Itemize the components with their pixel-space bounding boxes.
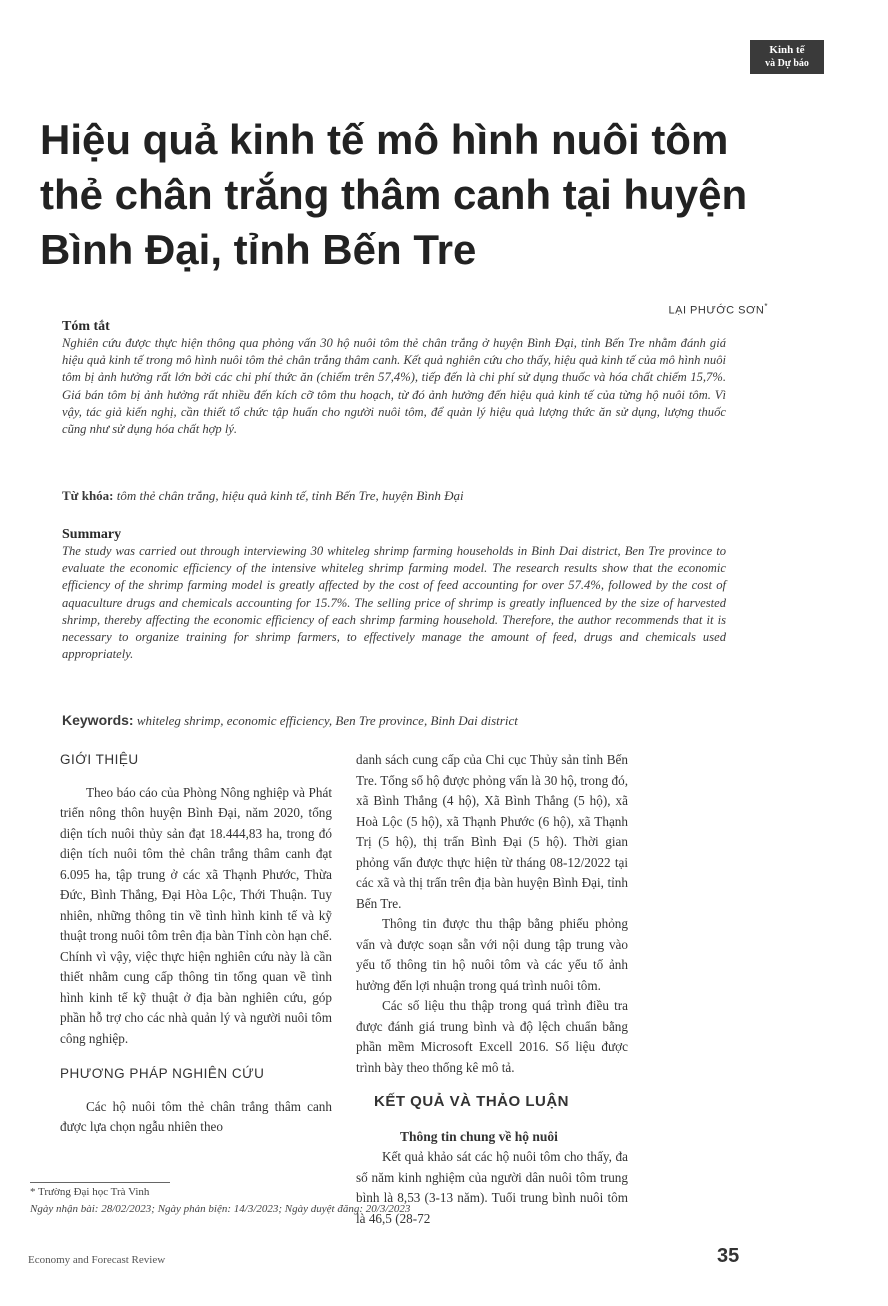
author-footnote-mark: * [764,302,768,311]
keywords-vi-text: tôm thẻ chân trắng, hiệu quả kinh tế, tỉnh Bến Tre, huyện Bình Đại [116,488,464,503]
abstract-en-text: The study was carried out through interviewing 30 whiteleg shrimp farming households in Binh Dai district, Ben Tre province to evaluate the economic efficiency of the intensive whiteleg shrimp farming model. The research results show that the economic efficiency of the shrimp farming model is greatly affected by the cost of feed accounting for over 57.4%, followed by the cost of aquaculture drugs and chemicals accounting for 15.7%. The selling price of shrimp is greatly influenced by the size of harvested shrimp, thereby affecting the economic efficiency of each shrimp farming household. Therefore, the author recommends that it is necessary to organize training for shrimp farmers, to effectively manage the amount of feed, drugs and chemicals used appropriately. [62,544,726,662]
footnote-affiliation: * Trường Đại học Trà Vinh [30,1186,150,1198]
results-paragraph: Kết quả khảo sát các hộ nuôi tôm cho thấy, đa số năm kinh nghiệm của người dân nuôi tôm trung bình là 8,53 (3-13 năm). Tuổi trung bình nuôi tôm là 46,5 (28-72 [356,1149,628,1226]
journal-name: Economy and Forecast Review [28,1254,166,1266]
abstract-vi-heading: Tóm tắt [62,319,110,334]
article-title: Hiệu quả kinh tế mô hình nuôi tôm thẻ chân trắng thâm canh tại huyện Bình Đại, tỉnh Bến Tre [40,116,748,273]
keywords-vi-label: Từ khóa: [62,488,114,503]
body-column-left [60,750,332,1138]
abstract-vietnamese [62,318,726,438]
section-heading-introduction: GIỚI THIỆU [60,752,139,767]
methods-paragraph: Các hộ nuôi tôm thẻ chân trắng thâm canh được lựa chọn ngẫu nhiên theo [60,1098,332,1134]
journal-section-badge [750,40,824,74]
body-column-right [356,750,628,1229]
footnote-dates: Ngày nhận bài: 28/02/2023; Ngày phản biện: 14/3/2023; Ngày duyệt đăng: 20/3/2023 [30,1203,411,1215]
author-line [668,302,768,317]
section-heading-methods: PHƯƠNG PHÁP NGHIÊN CỨU [60,1066,265,1081]
badge-line-2: và Dự báo [765,58,809,69]
methods-continued-paragraph: danh sách cung cấp của Chi cục Thủy sản tỉnh Bến Tre. Tổng số hộ được phỏng vấn là 30 hộ, trong đó, xã Bình Thắng (4 hộ), Xã Bình Thắng (5 hộ), xã Hoà Lộc (5 hộ), xã Thạnh Phước (6 hộ), xã Thạnh Trị (5 hộ), thị trấn Bình Đại (5 hộ). Thời gian phỏng vấn được thực hiện từ tháng 08-12/2022 tại các xã và thị trấn trên địa bàn huyện Bình Đại, tỉnh Bến Tre. [356,752,628,911]
data-analysis-paragraph: Các số liệu thu thập trong quá trình điều tra được đánh giá trung bình và độ lệch chuẩn bằng phần mềm Microsoft Excell 2016. Số liệu được trình bày theo thống kê mô tả. [356,998,628,1075]
page-number: 35 [717,1245,740,1267]
subsection-heading-household-info: Thông tin chung về hộ nuôi [400,1128,558,1144]
keywords-vietnamese [62,487,726,504]
introduction-paragraph: Theo báo cáo của Phòng Nông nghiệp và Phát triển nông thôn huyện Bình Đại, năm 2020, tổng diện tích nuôi thủy sản đạt 18.444,83 ha, trong đó diện tích nuôi tôm thẻ chân trắng thâm canh đạt 6.095 ha, tập trung ở các xã Thạnh Phước, Thừa Đức, Bình Thắng, Đại Hòa Lộc, Thới Thuận. Tuy nhiên, những thông tin về tình hình kinh tế và kỹ thuật trong nuôi tôm trên địa bàn Tỉnh còn hạn chế. Chính vì vậy, việc thực hiện nghiên cứu này là cần thiết nhằm cung cấp thông tin tổng quan về tình hình kinh tế kỹ thuật ở địa bàn nghiên cứu, góp phần hỗ trợ cho các nhà quản lý và người nuôi tôm công nghiệp. [60,784,332,1046]
abstract-en-heading: Summary [62,527,122,542]
keywords-en-text: whiteleg shrimp, economic efficiency, Ben Tre province, Binh Dai district [136,713,518,728]
footnote-divider [30,1182,170,1183]
data-collection-paragraph: Thông tin được thu thập bằng phiếu phỏng vấn và được soạn sẵn với nội dung tập trung vào yếu tố thông tin hộ nuôi tôm và các yếu tố ảnh hưởng đến lợi nhuận trong quá trình nuôi tôm. [356,916,628,993]
section-heading-results: KẾT QUẢ VÀ THẢO LUẬN [374,1093,569,1110]
keywords-en-label: Keywords: [62,712,134,728]
author-name: LẠI PHƯỚC SƠN [668,304,765,317]
abstract-vi-text: Nghiên cứu được thực hiện thông qua phỏng vấn 30 hộ nuôi tôm thẻ chân trắng ở huyện Bình Đại, tỉnh Bến Tre nhằm đánh giá hiệu quả kinh tế trong mô hình nuôi tôm thẻ chân trắng thâm canh. Kết quả nghiên cứu cho thấy, hiệu quả kinh tế của mô hình nuôi tôm bị ảnh hưởng rất lớn bởi các chi phí thức ăn (chiếm trên 57,4%), tiếp đến là chi phí sử dụng thuốc và hóa chất chiếm 15,7%. Giá bán tôm bị ảnh hưởng rất nhiều đến kích cỡ tôm thu hoạch, từ đó ảnh hưởng đến hiệu quả kinh tế của từng hộ nuôi tôm. Vì vậy, tác giả kiến nghị, cần thiết tổ chức tập huấn cho người nuôi tôm, để quản lý hiệu quả lượng thức ăn sử dụng, lượng thuốc cũng như sử dụng hóa chất hợp lý. [62,336,726,437]
abstract-english [62,526,726,663]
badge-line-1: Kinh tế [769,44,805,56]
keywords-english [62,712,726,729]
